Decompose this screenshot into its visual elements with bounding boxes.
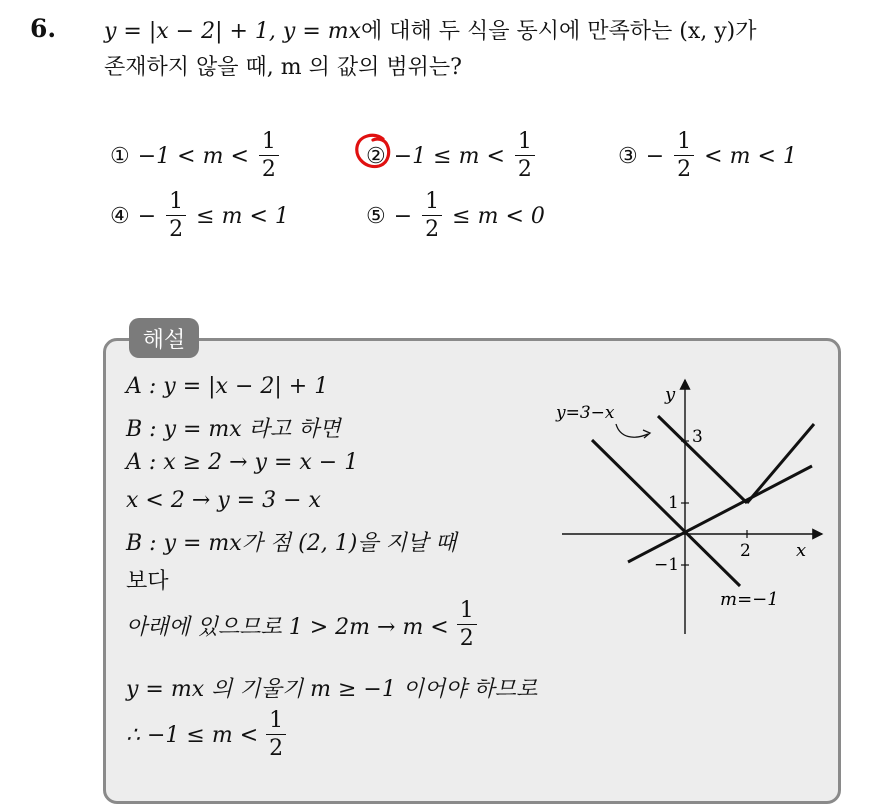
solution-line-8: y = mx 의 기울기 m ≥ −1 이어야 하므로 bbox=[126, 677, 538, 702]
choice-mark: ④ bbox=[110, 203, 130, 229]
choice-3[interactable] bbox=[618, 128, 797, 184]
solution-line-4: x < 2 → y = 3 − x bbox=[126, 488, 321, 513]
label-tick-3: 3 bbox=[692, 427, 703, 447]
line-y-mx-half bbox=[628, 466, 812, 562]
fraction bbox=[457, 600, 477, 650]
label-tick-neg1: −1 bbox=[654, 555, 680, 575]
label-tick-x-2: 2 bbox=[740, 541, 751, 561]
fraction bbox=[422, 191, 442, 241]
fraction-numerator: 1 bbox=[422, 191, 442, 216]
choice-4[interactable] bbox=[110, 188, 289, 244]
choice-mark: ① bbox=[110, 143, 130, 169]
fraction-numerator: 1 bbox=[266, 710, 286, 735]
choice-expression-prefix: − bbox=[137, 203, 157, 229]
choice-1[interactable] bbox=[110, 128, 281, 184]
fraction-numerator: 1 bbox=[259, 131, 279, 156]
solution-line-9 bbox=[126, 710, 288, 760]
label-m-neg1: m=−1 bbox=[720, 589, 779, 610]
fraction-denominator: 2 bbox=[425, 217, 440, 242]
solution-line-3: A : x ≥ 2 → y = x − 1 bbox=[126, 450, 359, 475]
choice-mark bbox=[366, 144, 386, 169]
label-x-axis: x bbox=[796, 540, 807, 561]
fraction bbox=[515, 131, 535, 181]
choice-expression-prefix: − bbox=[393, 203, 413, 229]
solution-line-9-text: ∴ −1 ≤ m < bbox=[126, 722, 259, 748]
question-number: 6. bbox=[30, 14, 57, 43]
fraction-denominator: 2 bbox=[677, 157, 692, 182]
fraction-denominator: 2 bbox=[269, 736, 284, 761]
fraction bbox=[166, 191, 186, 241]
fraction-numerator: 1 bbox=[457, 600, 477, 625]
fraction-numerator: 1 bbox=[166, 191, 186, 216]
fraction bbox=[259, 131, 279, 181]
solution-line-6: 보다 bbox=[126, 569, 169, 594]
solution-line-5: B : y = mx가 점 (2, 1)을 지날 때 bbox=[126, 531, 457, 556]
choice-expression-suffix: ≤ m < 1 bbox=[196, 203, 289, 229]
choice-expression-suffix: ≤ m < 0 bbox=[452, 203, 545, 229]
solution-line-7 bbox=[126, 600, 479, 650]
fraction-denominator: 2 bbox=[517, 157, 532, 182]
question-line-1-text: 에 대해 두 식을 동시에 만족하는 (x, y)가 bbox=[361, 19, 757, 44]
choice-expression: −1 < m < bbox=[137, 143, 249, 169]
solution-line-1: A : y = |x − 2| + 1 bbox=[126, 374, 329, 399]
fraction-denominator: 2 bbox=[459, 626, 474, 651]
label-y-3-minus-x: y=3−x bbox=[556, 403, 615, 423]
question-line-2: 존재하지 않을 때, m 의 값의 범위는? bbox=[104, 55, 462, 80]
selected-circle-icon bbox=[353, 133, 393, 171]
choice-expression-suffix: < m < 1 bbox=[704, 143, 797, 169]
fraction-denominator: 2 bbox=[261, 157, 276, 182]
choice-mark: ⑤ bbox=[366, 203, 386, 229]
fraction bbox=[266, 710, 286, 760]
solution-line-2: B : y = mx 라고 하면 bbox=[126, 417, 341, 442]
choice-mark: ③ bbox=[618, 143, 638, 169]
choice-mark-text: ② bbox=[366, 143, 386, 169]
line-y-x-minus-1 bbox=[747, 424, 814, 503]
fraction bbox=[674, 131, 694, 181]
question-line-1 bbox=[104, 14, 874, 50]
solution-line-7-text: 아래에 있으므로 1 > 2m → m < bbox=[126, 614, 449, 640]
choice-expression-prefix: − bbox=[645, 143, 665, 169]
choice-5[interactable] bbox=[366, 188, 545, 244]
fraction-denominator: 2 bbox=[169, 217, 184, 242]
fraction-numerator: 1 bbox=[674, 131, 694, 156]
question-equation: y = |x − 2| + 1, y = mx bbox=[104, 19, 362, 44]
label-y-axis: y bbox=[665, 384, 676, 405]
solution-tab: 해설 bbox=[129, 318, 199, 358]
question-stem bbox=[104, 14, 874, 86]
choice-expression: −1 ≤ m < bbox=[393, 143, 505, 169]
fraction-numerator: 1 bbox=[515, 131, 535, 156]
label-tick-1: 1 bbox=[668, 493, 679, 513]
choice-2[interactable] bbox=[366, 128, 537, 184]
solution-graph bbox=[540, 372, 830, 642]
